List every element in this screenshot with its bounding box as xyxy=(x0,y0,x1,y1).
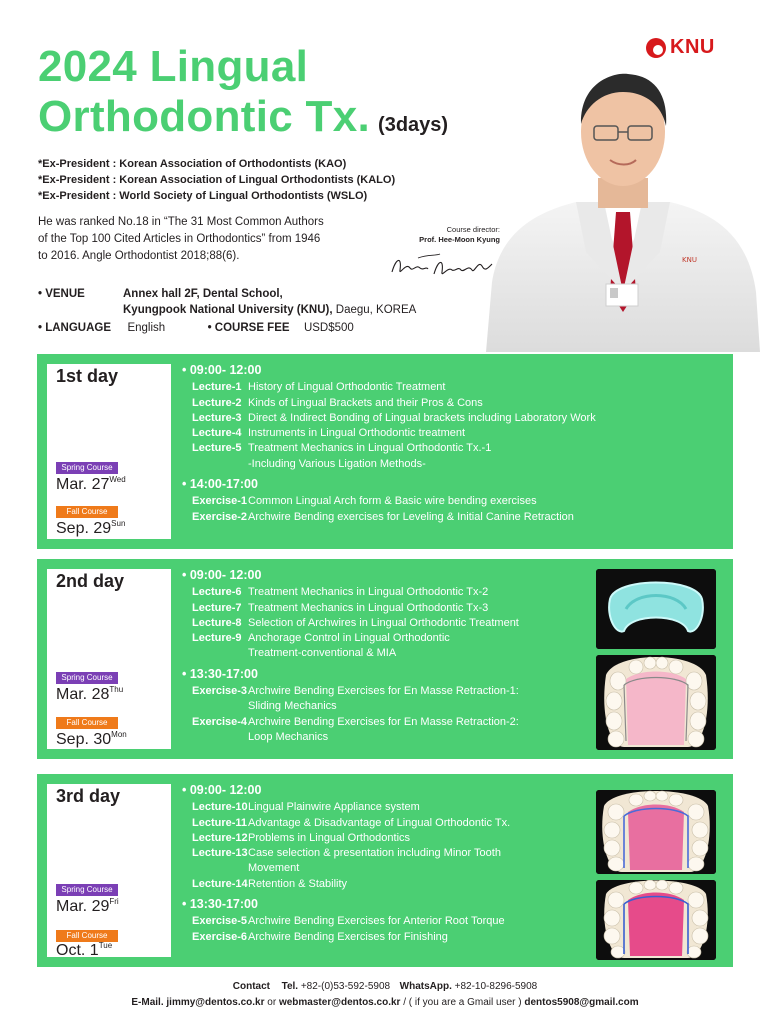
knu-logo xyxy=(646,36,715,59)
session-code: Exercise-1 xyxy=(192,495,248,508)
spring-day-of-week: Thu xyxy=(109,685,124,694)
knu-emblem-icon xyxy=(646,38,666,58)
fall-day-of-week: Sun xyxy=(111,519,126,528)
fee-value: USD$500 xyxy=(303,322,354,334)
spring-course-badge: Spring Course xyxy=(56,672,118,684)
schedule-row xyxy=(182,831,510,846)
day-1-schedule xyxy=(182,363,596,525)
day-3-title: 3rd day xyxy=(56,786,121,806)
session-topic: Sliding Mechanics xyxy=(248,700,337,713)
spring-day-of-week: Fri xyxy=(109,897,119,906)
morning-time: • 09:00- 12:00 xyxy=(182,568,262,582)
schedule-row xyxy=(182,861,510,876)
logo-text: KNU xyxy=(670,36,715,58)
session-code: Lecture-4 xyxy=(192,427,242,440)
fee-label: • COURSE FEE xyxy=(207,322,290,334)
director-label: Course director: xyxy=(446,225,500,234)
fall-course-badge: Fall Course xyxy=(56,506,118,518)
session-topic: Loop Mechanics xyxy=(248,730,329,743)
session-topic: History of Lingual Orthodontic Treatment xyxy=(248,381,446,394)
title-line-2 xyxy=(38,92,448,150)
fall-day-of-week: Tue xyxy=(98,941,113,950)
day-1-dates xyxy=(47,364,171,539)
session-code: Lecture-3 xyxy=(192,411,242,424)
fall-date xyxy=(56,942,112,960)
session-topic: Lingual Plainwire Appliance system xyxy=(248,801,420,814)
plainwire-model-photo xyxy=(596,790,716,874)
session-topic: Advantage & Disadvantage of Lingual Orthodontic Tx. xyxy=(248,816,511,829)
gmail-note: / ( if you are a Gmail user ) xyxy=(400,997,525,1008)
spring-date xyxy=(56,686,123,704)
session-code: Exercise-4 xyxy=(192,715,248,728)
session-code: Lecture-11 xyxy=(192,816,248,829)
whatsapp-label: WhatsApp. xyxy=(399,981,452,992)
session-topic: Archwire Bending Exercises for Anterior Root Torque xyxy=(248,915,505,928)
fall-date xyxy=(56,731,127,749)
director-name: Prof. Hee-Moon Kyung xyxy=(419,235,500,244)
spring-course-badge: Spring Course xyxy=(56,462,118,474)
spring-day-of-week: Wed xyxy=(109,475,126,484)
session-topic: Movement xyxy=(248,862,300,875)
session-code: Lecture-2 xyxy=(192,396,242,409)
venue-university: Kyungpook National University (KNU), xyxy=(123,304,333,316)
schedule-row xyxy=(182,601,519,616)
schedule-row xyxy=(182,616,519,631)
spring-date-text: Mar. 29 xyxy=(56,898,110,915)
schedule-row xyxy=(182,426,596,441)
session-topic: Direct & Indirect Bonding of Lingual brackets including Laboratory Work xyxy=(248,411,596,424)
schedule-row xyxy=(182,396,596,411)
afternoon-time: • 14:00-17:00 xyxy=(182,477,258,492)
session-code: Lecture-1 xyxy=(192,381,242,394)
session-code: Lecture-12 xyxy=(192,831,248,844)
session-code: Lecture-6 xyxy=(192,586,242,599)
contact-footer xyxy=(0,979,770,1011)
session-topic: -Including Various Ligation Methods- xyxy=(248,457,426,470)
schedule-row xyxy=(182,699,519,714)
spring-date-text: Mar. 27 xyxy=(56,476,110,493)
schedule-row xyxy=(182,715,519,730)
session-code xyxy=(182,730,248,745)
session-topic: Instruments in Lingual Orthodontic treatment xyxy=(248,427,466,440)
email-label: E-Mail. xyxy=(131,997,164,1008)
session-code xyxy=(182,646,248,661)
venue-line-1: Annex hall 2F, Dental School, xyxy=(123,288,283,300)
schedule-row xyxy=(182,441,596,456)
schedule-row xyxy=(182,914,510,929)
fall-day-of-week: Mon xyxy=(111,730,127,739)
session-code: Exercise-6 xyxy=(192,930,248,943)
schedule-row xyxy=(182,816,510,831)
session-code: Lecture-8 xyxy=(192,616,242,629)
title-line-1: 2024 Lingual xyxy=(38,42,309,91)
credit-line: *Ex-President : World Society of Lingual Orthodontists (WSLO) xyxy=(38,190,368,202)
fall-date-text: Sep. 30 xyxy=(56,731,112,748)
fall-course-badge: Fall Course xyxy=(56,717,118,729)
day-2-schedule xyxy=(182,568,519,745)
language-label: • LANGUAGE xyxy=(38,322,112,334)
session-topic: Common Lingual Arch form & Basic wire bending exercises xyxy=(248,495,537,508)
day-3-section xyxy=(37,774,733,967)
session-code: Exercise-2 xyxy=(192,510,248,523)
contact-email-line xyxy=(0,995,770,1011)
email-link-1[interactable]: jimmy@dentos.co.kr xyxy=(166,997,265,1008)
venue-label: • VENUE xyxy=(38,288,85,300)
spring-date xyxy=(56,476,126,494)
schedule-row xyxy=(182,585,519,600)
schedule-row xyxy=(182,877,510,892)
spring-course-badge: Spring Course xyxy=(56,884,118,896)
lingual-bracket-model-photo xyxy=(596,655,716,750)
day-2-title: 2nd day xyxy=(56,571,125,591)
ranking-line: of the Top 100 Cited Articles in Orthodontics” from 1946 xyxy=(38,233,321,245)
day-2-section xyxy=(37,559,733,759)
schedule-row xyxy=(182,730,519,745)
day-3-dates xyxy=(47,784,171,957)
schedule-row xyxy=(182,510,596,525)
director-credits xyxy=(38,156,395,204)
session-code xyxy=(182,457,248,472)
schedule-row xyxy=(182,684,519,699)
session-code xyxy=(182,861,248,876)
day-1-section xyxy=(37,354,733,549)
tel-number[interactable]: +82-(0)53-592-5908 xyxy=(300,981,391,992)
session-code xyxy=(182,699,248,714)
schedule-row xyxy=(182,494,596,509)
page-title xyxy=(38,42,448,150)
aligner-tray-photo xyxy=(596,569,716,649)
ranking-note xyxy=(38,214,368,265)
title-days: (3days) xyxy=(378,114,449,136)
day-3-schedule xyxy=(182,783,510,945)
schedule-row xyxy=(182,631,519,646)
session-topic: Archwire Bending Exercises for En Masse Retraction-2: xyxy=(248,715,519,728)
torque-model-photo xyxy=(596,880,716,960)
svg-text:KNU: KNU xyxy=(682,256,697,264)
spring-date xyxy=(56,898,119,916)
session-topic: Archwire Bending exercises for Leveling & Initial Canine Retraction xyxy=(248,510,574,523)
email-or: or xyxy=(264,997,279,1008)
credit-line: *Ex-President : Korean Association of Orthodontists (KAO) xyxy=(38,158,347,170)
credit-line: *Ex-President : Korean Association of Lingual Orthodontists (KALO) xyxy=(38,174,396,186)
session-topic: Treatment Mechanics in Lingual Orthodontic Tx.-1 xyxy=(248,442,492,455)
session-code: Exercise-5 xyxy=(192,915,248,928)
director-portrait xyxy=(486,62,760,352)
spring-date-text: Mar. 28 xyxy=(56,686,110,703)
venue-city: Daegu, KOREA xyxy=(332,304,417,316)
tel-label: Tel. xyxy=(281,981,299,992)
session-topic: Archwire Bending Exercises for En Masse Retraction-1: xyxy=(248,685,519,698)
session-code: Lecture-14 xyxy=(192,877,248,890)
afternoon-time: • 13:30-17:00 xyxy=(182,897,258,912)
language-value: English xyxy=(127,322,166,334)
session-topic: Selection of Archwires in Lingual Orthodontic Treatment xyxy=(248,616,519,629)
schedule-row xyxy=(182,800,510,815)
schedule-row xyxy=(182,846,510,861)
ranking-line: to 2016. Angle Orthodontist 2018;88(6). xyxy=(38,250,240,262)
contact-phone-line xyxy=(0,979,770,995)
fall-date-text: Oct. 1 xyxy=(56,942,99,959)
session-topic: Case selection & presentation including Minor Tooth xyxy=(248,847,501,860)
session-code: Lecture-13 xyxy=(192,847,248,860)
session-topic: Treatment Mechanics in Lingual Orthodontic Tx-3 xyxy=(248,601,489,614)
afternoon-time: • 13:30-17:00 xyxy=(182,666,258,681)
language-fee-row xyxy=(38,322,354,334)
day-2-dates xyxy=(47,569,171,749)
schedule-row xyxy=(182,457,596,472)
session-code: Lecture-5 xyxy=(192,442,242,455)
director-signature xyxy=(388,250,498,282)
session-code: Lecture-9 xyxy=(192,632,242,645)
session-topic: Archwire Bending Exercises for Finishing xyxy=(248,930,448,943)
whatsapp-number[interactable]: +82-10-8296-5908 xyxy=(454,981,538,992)
morning-time: • 09:00- 12:00 xyxy=(182,783,262,797)
schedule-row xyxy=(182,930,510,945)
session-topic: Problems in Lingual Orthodontics xyxy=(248,831,411,844)
venue-line-2 xyxy=(123,302,416,318)
title-line-2-text: Orthodontic Tx. xyxy=(38,92,371,141)
session-topic: Retention & Stability xyxy=(248,877,348,890)
fall-course-badge: Fall Course xyxy=(56,930,118,942)
email-link-2[interactable]: webmaster@dentos.co.kr xyxy=(278,997,401,1008)
session-code: Lecture-7 xyxy=(192,601,242,614)
session-code: Lecture-10 xyxy=(192,801,248,814)
session-topic: Treatment-conventional & MIA xyxy=(248,647,397,660)
fall-date xyxy=(56,520,125,538)
ranking-line: He was ranked No.18 in “The 31 Most Common Authors xyxy=(38,216,324,228)
schedule-row xyxy=(182,411,596,426)
schedule-row xyxy=(182,380,596,395)
email-link-3[interactable]: dentos5908@gmail.com xyxy=(524,997,639,1008)
session-code: Exercise-3 xyxy=(192,685,248,698)
session-topic: Treatment Mechanics in Lingual Orthodontic Tx-2 xyxy=(248,586,489,599)
session-topic: Anchorage Control in Lingual Orthodontic xyxy=(248,632,450,645)
fall-date-text: Sep. 29 xyxy=(56,520,112,537)
session-topic: Kinds of Lingual Brackets and their Pros & Cons xyxy=(248,396,483,409)
contact-label: Contact xyxy=(232,981,271,992)
day-1-title: 1st day xyxy=(56,366,119,386)
morning-time: • 09:00- 12:00 xyxy=(182,363,262,377)
schedule-row xyxy=(182,646,519,661)
